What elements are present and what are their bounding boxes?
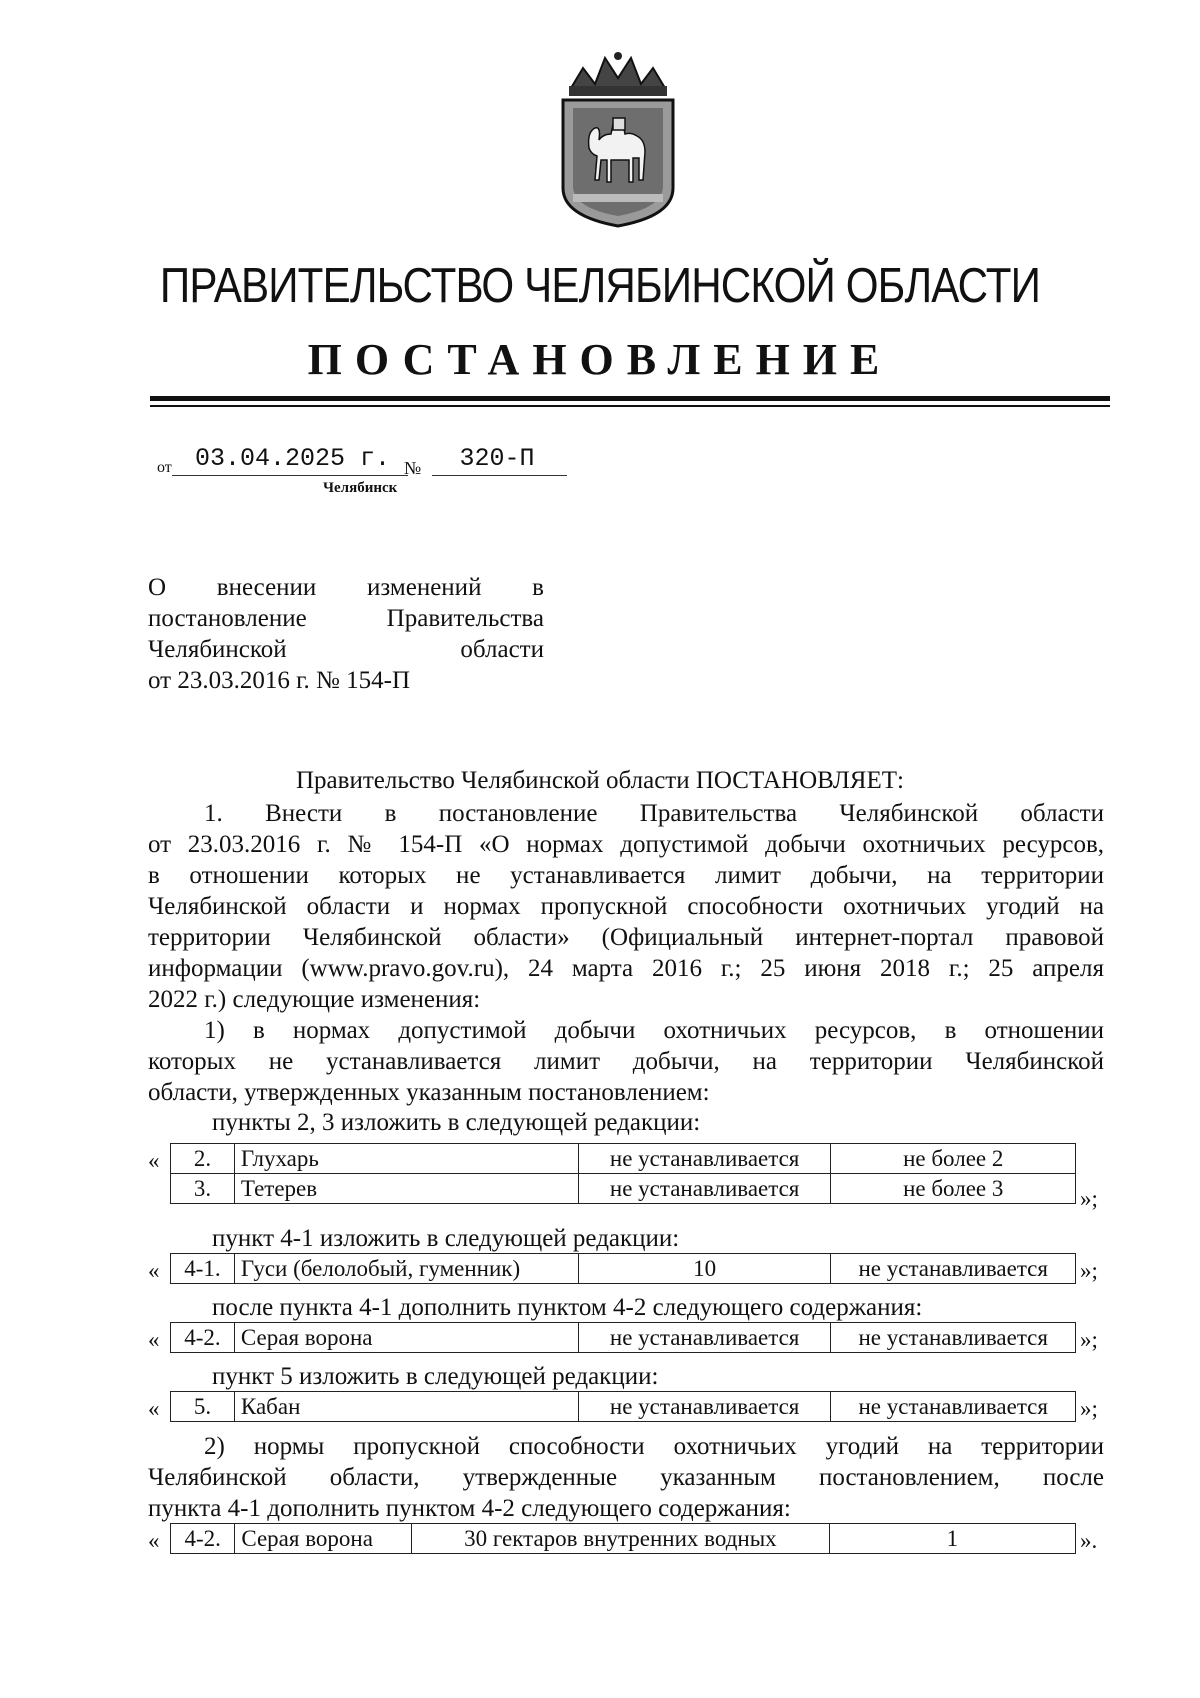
document-city: Челябинск	[323, 480, 398, 496]
table-row	[171, 1174, 1076, 1204]
paragraph-line: 2) нормы пропускной способности охотничьих угодий на территории	[204, 1433, 1104, 1460]
subject-word: постановление	[148, 605, 307, 632]
closing-quote: »;	[1080, 1396, 1098, 1421]
paragraph-line: Челябинской области и нормах пропускной способности охотничьих угодий на	[148, 893, 1104, 920]
header-divider-thin	[150, 405, 1110, 407]
document-type-title: ПОСТАНОВЛЕНИЕ	[307, 335, 893, 384]
table-row	[171, 1254, 1076, 1284]
coat-of-arms-icon	[553, 48, 683, 228]
header-divider-thick	[150, 396, 1110, 401]
paragraph-line: области, утвержденных указанным постановлением:	[148, 1079, 710, 1106]
subject-line: от 23.03.2016 г. № 154-П	[148, 667, 411, 694]
table-cell: не устанавливается	[578, 1144, 831, 1174]
table-cell: 4-2.	[171, 1323, 235, 1353]
table-cell: Кабан	[234, 1392, 578, 1422]
number-underline	[432, 475, 567, 476]
table-cell: не устанавливается	[578, 1323, 831, 1353]
paragraph-line: Челябинской области, утвержденные указанным постановлением, после	[148, 1464, 1104, 1491]
subject-word: области	[460, 636, 544, 663]
table-cell: 1	[829, 1524, 1075, 1554]
table-row	[171, 1144, 1076, 1174]
table-cell: 10	[578, 1254, 831, 1284]
paragraph-line: пункта 4-1 дополнить пунктом 4-2 следующего содержания:	[148, 1495, 791, 1522]
document-subject	[148, 572, 544, 696]
subject-word: О	[148, 574, 167, 601]
table-cell: 3.	[171, 1174, 235, 1204]
closing-quote: »;	[1080, 1327, 1098, 1352]
subject-word: Челябинской	[148, 636, 287, 663]
table-cell: не устанавливается	[578, 1392, 831, 1422]
table-row	[171, 1524, 1076, 1554]
closing-quote: »;	[1080, 1258, 1098, 1283]
table-cell: 30 гектаров внутренних водных	[412, 1524, 830, 1554]
table-cell: не устанавливается	[831, 1254, 1076, 1284]
paragraph-line: территории Челябинской области» (Официальный интернет-портал правовой	[148, 924, 1104, 951]
number-sign: №	[404, 458, 422, 478]
paragraph-line: информации (www.pravo.gov.ru), 24 марта 2016 г.; 25 июня 2018 г.; 25 апреля	[148, 955, 1104, 982]
amendment-instruction: после пункта 4-1 дополнить пунктом 4-2 следующего содержания:	[212, 1294, 923, 1321]
opening-quote: «	[148, 1327, 160, 1352]
paragraph-line: в отношении которых не устанавливается лимит добычи, на территории	[148, 862, 1104, 889]
amendment-table	[170, 1143, 1076, 1204]
paragraph-2	[148, 1431, 1104, 1524]
amendment-instruction: пункт 5 изложить в следующей редакции:	[212, 1363, 659, 1390]
government-title: ПРАВИТЕЛЬСТВО ЧЕЛЯБИНСКОЙ ОБЛАСТИ	[159, 259, 1041, 313]
table-cell: не более 2	[831, 1144, 1076, 1174]
amendment-instruction: пункты 2, 3 изложить в следующей редакции:	[212, 1109, 701, 1136]
opening-quote: «	[148, 1396, 160, 1421]
subject-word: в	[532, 574, 544, 601]
table-row	[171, 1323, 1076, 1353]
table-cell: 5.	[171, 1392, 235, 1422]
opening-quote: «	[148, 1148, 160, 1173]
table-cell: Гуси (белолобый, гуменник)	[234, 1254, 578, 1284]
date-prefix: от	[157, 459, 172, 476]
opening-quote: «	[148, 1258, 160, 1283]
table-cell: Серая ворона	[235, 1524, 412, 1554]
document-number: 320-П	[459, 444, 535, 473]
table-cell: Тетерев	[234, 1174, 578, 1204]
table-cell: не устанавливается	[831, 1392, 1076, 1422]
date-underline	[172, 475, 408, 476]
amendment-table	[170, 1253, 1076, 1284]
table-cell: не устанавливается	[578, 1174, 831, 1204]
table-cell: 4-2.	[171, 1524, 235, 1554]
subject-word: Правительства	[386, 605, 544, 632]
table-cell: не более 3	[831, 1174, 1076, 1204]
table-row	[171, 1392, 1076, 1422]
paragraph-1	[148, 798, 1104, 1015]
amendment-table	[170, 1391, 1076, 1422]
resolution-intro: Правительство Челябинской области ПОСТАНОВЛЯЕТ:	[296, 767, 904, 794]
amendment-instruction: пункт 4-1 изложить в следующей редакции:	[212, 1225, 680, 1252]
paragraph-line: 1) в нормах допустимой добычи охотничьих ресурсов, в отношении	[204, 1017, 1104, 1044]
paragraph-line: которых не устанавливается лимит добычи, на территории Челябинской	[148, 1048, 1104, 1075]
subject-word: внесении	[216, 574, 317, 601]
paragraph-line: 2022 г.) следующие изменения:	[148, 986, 481, 1013]
amendment-table	[170, 1523, 1076, 1554]
paragraph-line: 1. Внести в постановление Правительства Челябинской области	[204, 800, 1104, 827]
paragraph-line: от 23.03.2016 г. № 154-П «О нормах допустимой добычи охотничьих ресурсов,	[148, 831, 1104, 858]
amendment-table	[170, 1322, 1076, 1353]
document-date: 03.04.2025 г.	[194, 444, 391, 473]
opening-quote: «	[148, 1528, 160, 1553]
closing-quote: ».	[1080, 1528, 1098, 1553]
table-cell: Серая ворона	[234, 1323, 578, 1353]
table-cell: не устанавливается	[831, 1323, 1076, 1353]
paragraph-1-1	[148, 1015, 1104, 1108]
closing-quote: »;	[1080, 1186, 1098, 1211]
table-cell: Глухарь	[234, 1144, 578, 1174]
table-cell: 2.	[171, 1144, 235, 1174]
table-cell: 4-1.	[171, 1254, 235, 1284]
subject-word: изменений	[367, 574, 482, 601]
